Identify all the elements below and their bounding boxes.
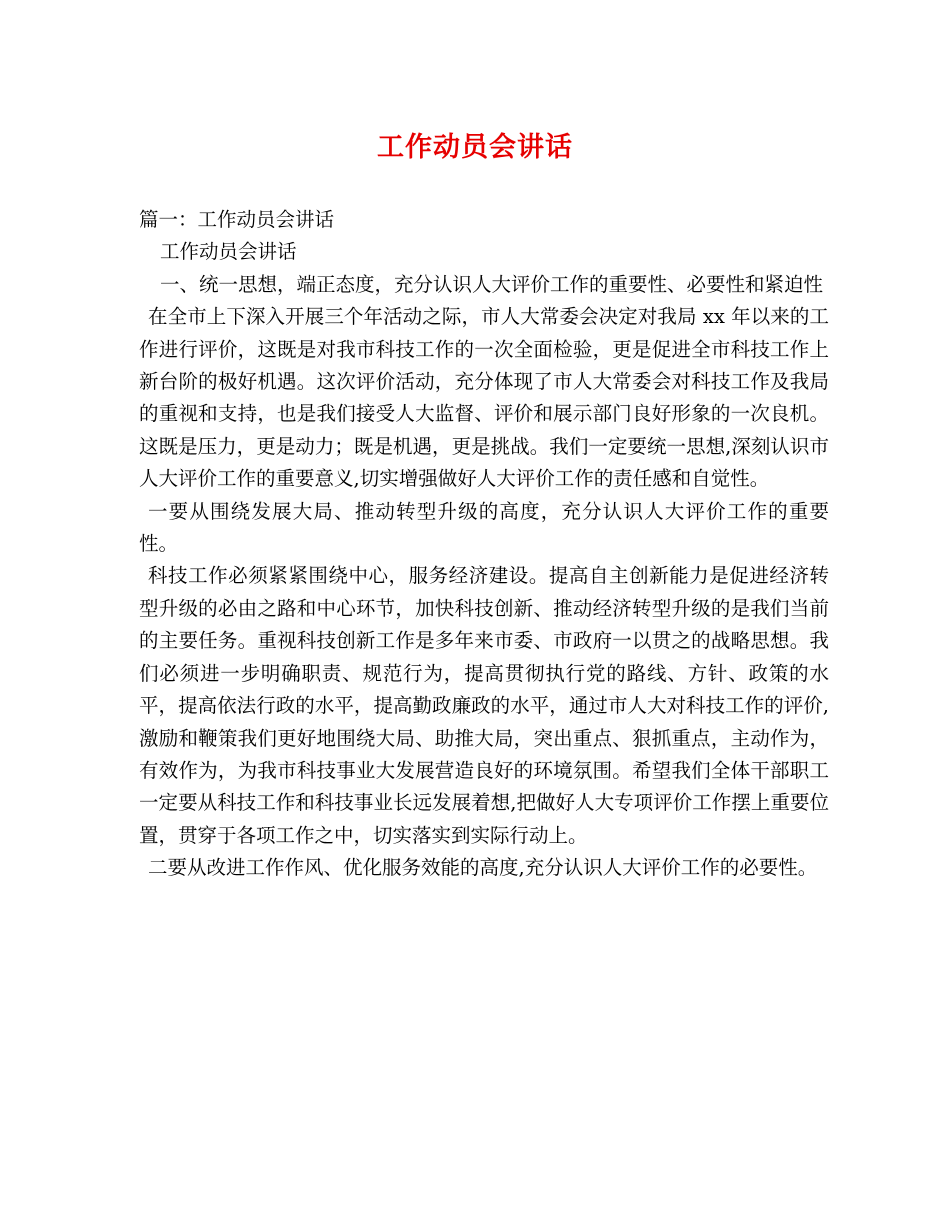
document-title: 工作动员会讲话 [377, 132, 573, 163]
body-paragraph: 二要从改进工作作风、优化服务效能的高度,充分认识人大评价工作的必要性。 [148, 856, 818, 880]
body-paragraph: 一要从围绕发展大局、推动转型升级的高度，充分认识人大评价工作的重要性。 [139, 499, 829, 556]
document-body [139, 204, 829, 885]
section-heading: 篇一：工作动员会讲话 [139, 208, 335, 231]
body-paragraph: 在全市上下深入开展三个年活动之际，市人大常委会决定对我局 xx 年以来的工作进行评价，这既是对我市科技工作的一次全面检验，更是促进全市科技工作上新台阶的极好机遇。这次评价活动，充分体现了市人大常委会对科技工作及我局的重视和支持，也是我们接受人大监督、评价和展示部门良好形象的一次良机。这既是压力，更是动力；既是机遇，更是挑战。我们一定要统一思想,深刻认识市人大评价工作的重要意义,切实增强做好人大评价工作的责任感和自觉性。 [139, 305, 829, 491]
heading-one-paragraph: 一、统一思想，端正态度，充分认识人大评价工作的重要性、必要性和紧迫性 [160, 272, 824, 296]
body-paragraph: 科技工作必须紧紧围绕中心，服务经济建设。提高自主创新能力是促进经济转型升级的必由之路和中心环节，加快科技创新、推动经济转型升级的是我们当前的主要任务。重视科技创新工作是多年来市委、市政府一以贯之的战略思想。我们必须进一步明确职责、规范行为，提高贯彻执行党的路线、方针、政策的水平，提高依法行政的水平，提高勤政廉政的水平，通过市人大对科技工作的评价,激励和鞭策我们更好地围绕大局、助推大局，突出重点、狠抓重点，主动作为，有效作为，为我市科技事业大发展营造良好的环境氛围。希望我们全体干部职工一定要从科技工作和科技事业长远发展着想,把做好人大专项评价工作摆上重要位置，贯穿于各项工作之中，切实落实到实际行动上。 [139, 564, 829, 847]
subtitle-paragraph: 工作动员会讲话 [160, 240, 297, 264]
